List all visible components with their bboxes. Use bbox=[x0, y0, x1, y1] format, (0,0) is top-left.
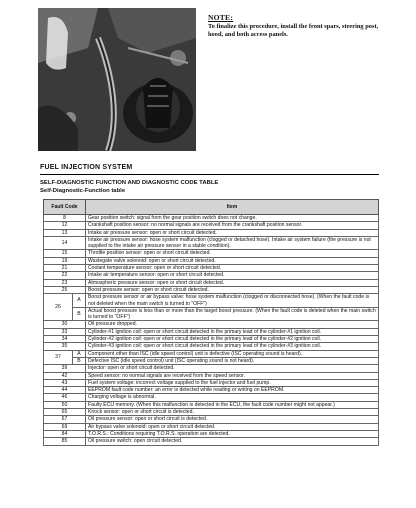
fault-item: Intake air pressure sensor: hose system malfunction (clogged or detached hose). Intake air system failure (the pressure is not supplied to the intake air pressure sensor in a stable condition). bbox=[86, 236, 379, 250]
header-fault-code: Fault Code bbox=[44, 200, 86, 215]
table-row bbox=[44, 236, 379, 250]
table-row bbox=[44, 401, 379, 408]
fault-code: 26 bbox=[44, 294, 73, 321]
fault-item: Boost pressure sensor: open or short circuit detected. bbox=[86, 286, 379, 293]
fault-code: 50 bbox=[44, 401, 86, 408]
table-row bbox=[44, 357, 379, 364]
fault-item: Oil pressure dropped. bbox=[86, 321, 379, 328]
table-row bbox=[44, 328, 379, 335]
table-header-row bbox=[44, 200, 379, 215]
fault-code: 44 bbox=[44, 387, 86, 394]
table-row bbox=[44, 257, 379, 264]
table-subheading: Self-Diagnostic-Function table bbox=[40, 188, 126, 194]
fault-code: 84 bbox=[44, 430, 86, 437]
fault-item: Intake air pressure sensor: open or short circuit detected. bbox=[86, 229, 379, 236]
fault-code: 65 bbox=[44, 409, 86, 416]
fault-code: 43 bbox=[44, 379, 86, 386]
fault-code: 19 bbox=[44, 257, 86, 264]
fault-item: Defective ISC (idle speed control) unit (ISC operating sound is not heard). bbox=[86, 357, 379, 364]
fault-item: Oil pressure sensor: open or short circuit is detected. bbox=[86, 416, 379, 423]
table-row bbox=[44, 423, 379, 430]
fault-code-table bbox=[43, 199, 379, 446]
table-row bbox=[44, 387, 379, 394]
fault-code: 23 bbox=[44, 279, 86, 286]
fault-code: 13 bbox=[44, 229, 86, 236]
fault-item: Intake air temperature sensor: open or short circuit detected. bbox=[86, 272, 379, 279]
table-row bbox=[44, 265, 379, 272]
table-row bbox=[44, 394, 379, 401]
fault-code: 15 bbox=[44, 250, 86, 257]
table-row bbox=[44, 307, 379, 321]
engine-photo-illustration bbox=[38, 8, 196, 151]
fault-code: 8 bbox=[44, 215, 86, 222]
fault-item: Fuel system voltage: incorrect voltage supplied to the fuel injector and fuel pump. bbox=[86, 379, 379, 386]
fault-item: Boost pressure sensor or air bypass valve: hose system malfunction (clogged or disconnected hose). (When the fault code is not deleted when the main switch is turned to "OFF") bbox=[86, 294, 379, 308]
header-item: Item bbox=[86, 200, 379, 215]
fault-item: Cylinder-#1 ignition coil: open or short circuit detected in the primary lead of the cylinder-#1 ignition coil. bbox=[86, 328, 379, 335]
table-row bbox=[44, 229, 379, 236]
fault-item: Gear position switch: signal from the gear position switch does not change. bbox=[86, 215, 379, 222]
fault-item: Cylinder-#2 ignition coil: open or short circuit detected in the primary lead of the cylinder-#2 ignition coil. bbox=[86, 336, 379, 343]
fault-item: Speed sensor: no normal signals are received from the speed sensor. bbox=[86, 372, 379, 379]
sub-label-b: B bbox=[73, 357, 86, 364]
note-body: To finalize this procedure, install the front spars, steering post, hood, and both access panels. bbox=[208, 23, 379, 38]
table-row bbox=[44, 272, 379, 279]
fault-code: 69 bbox=[44, 423, 86, 430]
fault-item: Injector: open or short circuit detected. bbox=[86, 365, 379, 372]
fault-code: 67 bbox=[44, 416, 86, 423]
table-row bbox=[44, 372, 379, 379]
section-title: FUEL INJECTION SYSTEM bbox=[40, 164, 133, 171]
fault-code: 30 bbox=[44, 321, 86, 328]
fault-item: Knock sensor: open or short circuit is detected. bbox=[86, 409, 379, 416]
sub-label-a: A bbox=[73, 294, 86, 308]
sub-label-a: A bbox=[73, 350, 86, 357]
table-row bbox=[44, 222, 379, 229]
table-row bbox=[44, 279, 379, 286]
fault-item: T.O.R.S.: Conditions requiring T.O.R.S. operation are detected. bbox=[86, 430, 379, 437]
table-row bbox=[44, 336, 379, 343]
table-row bbox=[44, 286, 379, 293]
table-row bbox=[44, 343, 379, 350]
fault-item: Faulty ECU memory. (When this malfunction is detected in the ECU, the fault code number might not appear.) bbox=[86, 401, 379, 408]
table-row bbox=[44, 409, 379, 416]
section-divider bbox=[40, 174, 379, 175]
fault-item: Actual boost pressure is less than or more than the target boost pressure. (When the fault code is deleted when the main switch is turned to "OFF") bbox=[86, 307, 379, 321]
fault-code: 46 bbox=[44, 394, 86, 401]
fault-code: 42 bbox=[44, 372, 86, 379]
fault-code: 35 bbox=[44, 343, 86, 350]
fault-item: Charging voltage is abnormal. bbox=[86, 394, 379, 401]
table-row bbox=[44, 430, 379, 437]
fault-item: Crankshaft position sensor: no normal signals are received from the crankshaft position sensor. bbox=[86, 222, 379, 229]
sub-label-b: B bbox=[73, 307, 86, 321]
fault-code: 25 bbox=[44, 286, 86, 293]
fault-code: 33 bbox=[44, 328, 86, 335]
table-row bbox=[44, 215, 379, 222]
fault-item: Coolant temperature sensor: open or short circuit detected. bbox=[86, 265, 379, 272]
table-heading: SELF-DIAGNOSTIC FUNCTION AND DIAGNOSTIC CODE TABLE bbox=[40, 180, 219, 186]
table-row bbox=[44, 294, 379, 308]
fault-item: Component other than ISC (idle speed control) unit is defective (ISC operating sound is heard). bbox=[86, 350, 379, 357]
fault-item: EEPROM fault code number: an error is detected while reading or writing on EEPROM. bbox=[86, 387, 379, 394]
note-title: NOTE: bbox=[208, 13, 234, 22]
fault-code: 22 bbox=[44, 272, 86, 279]
engine-photo bbox=[38, 8, 196, 151]
fault-item: Atmospheric pressure sensor: open or short circuit detected. bbox=[86, 279, 379, 286]
fault-code: 85 bbox=[44, 438, 86, 445]
table-row bbox=[44, 379, 379, 386]
table-row bbox=[44, 250, 379, 257]
table-row bbox=[44, 416, 379, 423]
fault-code: 21 bbox=[44, 265, 86, 272]
fault-code: 39 bbox=[44, 365, 86, 372]
fault-code: 12 bbox=[44, 222, 86, 229]
note-box bbox=[208, 13, 388, 39]
table-row bbox=[44, 350, 379, 357]
fault-code: 14 bbox=[44, 236, 86, 250]
table-row bbox=[44, 321, 379, 328]
table-row bbox=[44, 365, 379, 372]
table-row bbox=[44, 438, 379, 445]
fault-item: Cylinder-#3 ignition coil: open or short circuit detected in the primary lead of the cylinder-#3 ignition coil. bbox=[86, 343, 379, 350]
fault-item: Air bypass valve solenoid: open or short circuit detected. bbox=[86, 423, 379, 430]
fault-code: 34 bbox=[44, 336, 86, 343]
fault-item: Wastegate valve solenoid: open or short circuit detected. bbox=[86, 257, 379, 264]
fault-code: 37 bbox=[44, 350, 73, 365]
fault-item: Oil pressure switch: open circuit detected. bbox=[86, 438, 379, 445]
fault-item: Throttle position sensor: open or short circuit detected. bbox=[86, 250, 379, 257]
